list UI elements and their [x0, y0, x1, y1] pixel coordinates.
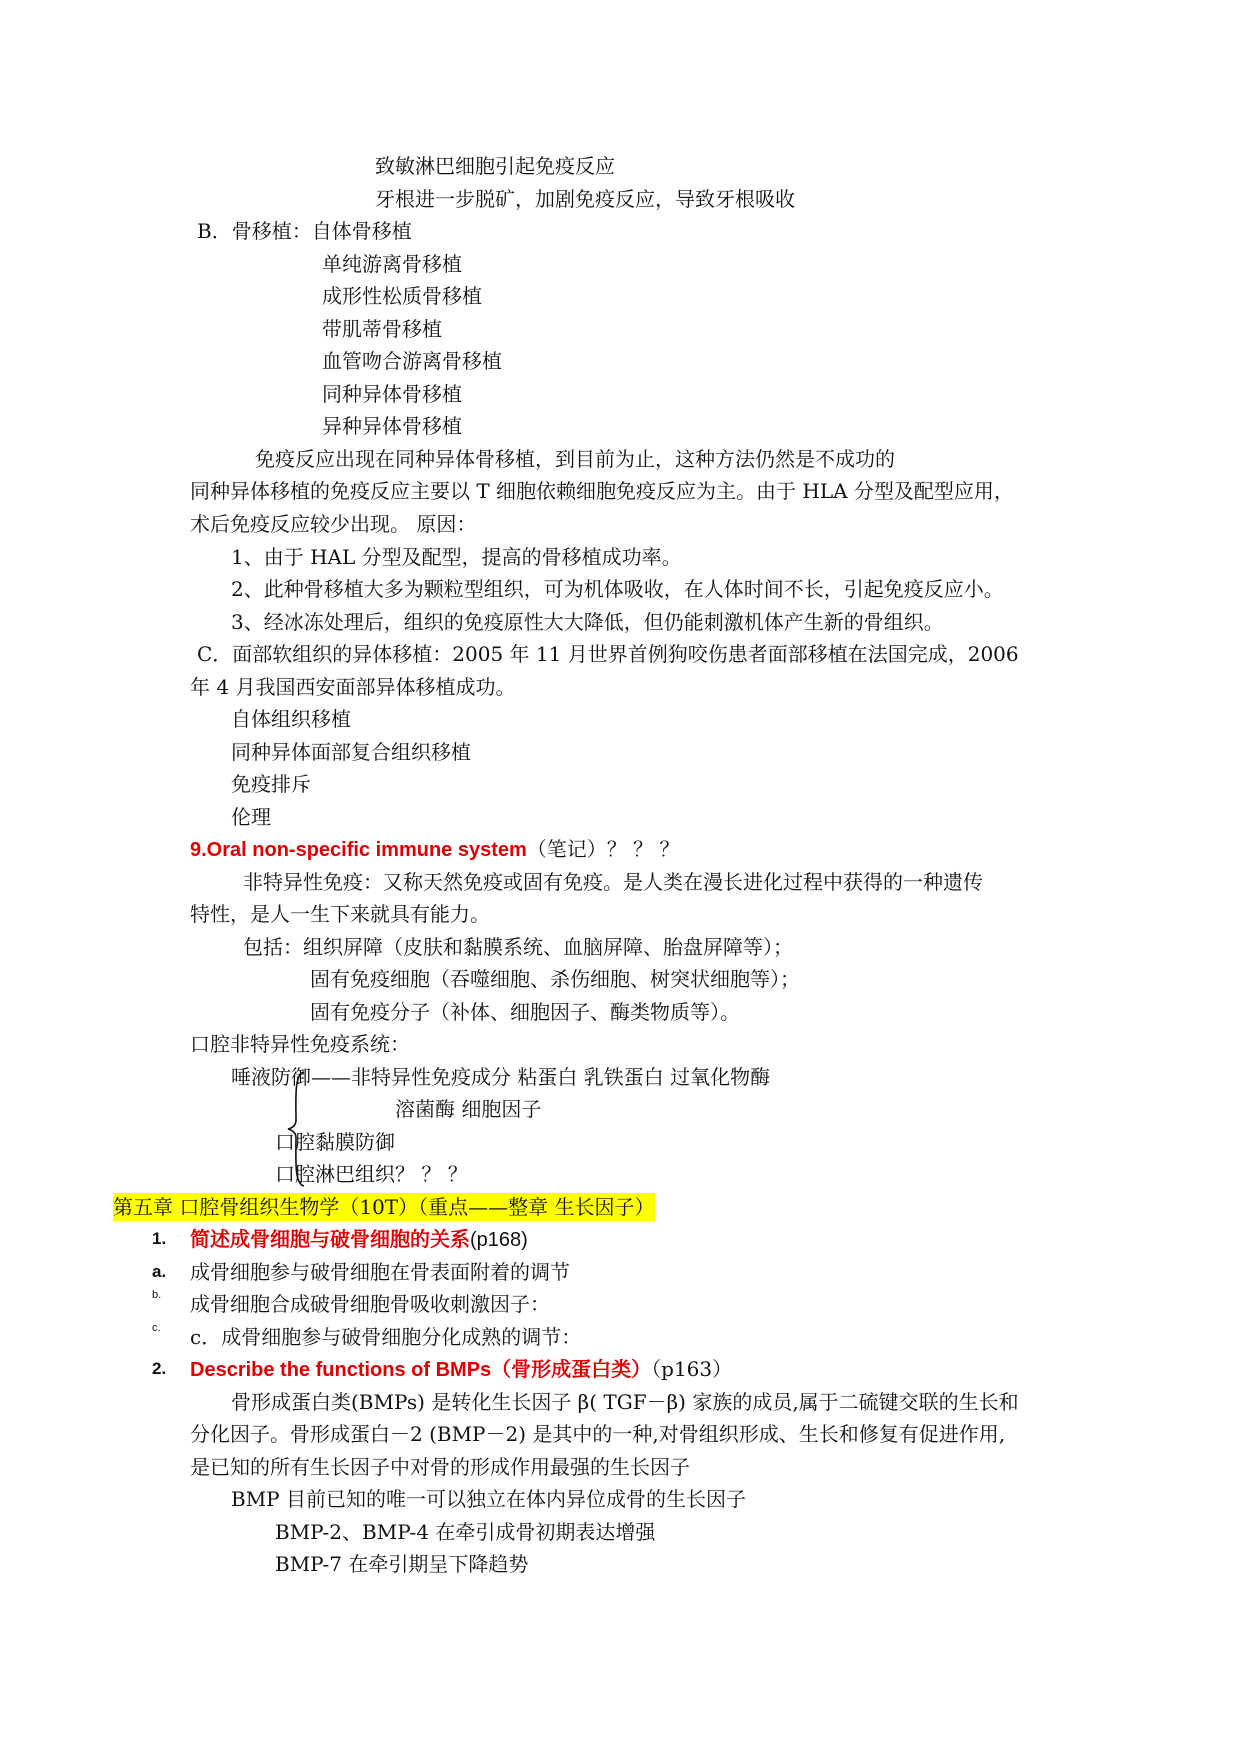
question-title: Describe the functions of BMPs（骨形成蛋白类） [190, 1359, 652, 1381]
page-ref: (p168) [470, 1229, 528, 1251]
paragraph-line: BMP 目前已知的唯一可以独立在体内异位成骨的生长因子 [231, 1487, 746, 1511]
paragraph-line: 分化因子。骨形成蛋白－2 (BMP－2) 是其中的一种,对骨组织形成、生长和修复有促进作用, [190, 1422, 1006, 1446]
text-line: 牙根进一步脱矿，加剧免疫反应，导致牙根吸收 [375, 187, 795, 211]
list-item: 同种异体骨移植 [322, 382, 462, 406]
question-heading-2 [190, 1355, 732, 1384]
list-item: 成骨细胞参与破骨细胞在骨表面附着的调节 [190, 1260, 570, 1284]
list-item: 血管吻合游离骨移植 [322, 349, 502, 373]
list-item: 成骨细胞合成破骨细胞骨吸收刺激因子： [190, 1292, 550, 1316]
section-heading-c: C．面部软组织的异体移植：2005 年 11 月世界首例狗咬伤患者面部移植在法国完成，2006 [197, 642, 1019, 666]
list-item: 口腔黏膜防御 [275, 1130, 395, 1154]
list-item: 单纯游离骨移植 [322, 252, 462, 276]
list-item: 带肌蒂骨移植 [322, 317, 442, 341]
paragraph-line: 是已知的所有生长因子中对骨的形成作用最强的生长因子 [190, 1455, 690, 1479]
list-marker: c. [152, 1322, 161, 1334]
list-item: 溶菌酶 细胞因子 [395, 1097, 542, 1121]
list-item: 固有免疫分子（补体、细胞因子、酶类物质等）。 [310, 1000, 740, 1024]
reason-item: 3、经冰冻处理后，组织的免疫原性大大降低，但仍能刺激机体产生新的骨组织。 [231, 610, 944, 634]
list-item: 唾液防御——非特异性免疫成分 粘蛋白 乳铁蛋白 过氧化物酶 [231, 1065, 771, 1089]
list-item: 自体组织移植 [231, 707, 351, 731]
section-heading-b: B．骨移植：自体骨移植 [197, 219, 412, 243]
list-item: 同种异体面部复合组织移植 [231, 740, 471, 764]
paragraph-line: 骨形成蛋白类(BMPs) 是转化生长因子 β( TGF－β) 家族的成员,属于二硫键交联的生长和 [231, 1390, 1019, 1414]
list-item: 固有免疫细胞（吞噬细胞、杀伤细胞、树突状细胞等）； [310, 967, 800, 991]
paragraph-line: 特性，是人一生下来就具有能力。 [190, 902, 490, 926]
list-item: BMP-7 在牵引期呈下降趋势 [275, 1552, 529, 1576]
list-marker: b. [152, 1289, 162, 1301]
list-item: 成形性松质骨移植 [322, 284, 482, 308]
text-line: 致敏淋巴细胞引起免疫反应 [375, 154, 615, 178]
page-ref: （p163） [651, 1357, 733, 1381]
chapter-heading: 第五章 口腔骨组织生物学（10T）（重点——整章 生长因子） [113, 1195, 655, 1219]
paragraph-line: 术后免疫反应较少出现。 原因： [190, 512, 477, 536]
list-item: BMP-2、BMP-4 在牵引成骨初期表达增强 [275, 1520, 656, 1544]
list-marker: 2. [152, 1359, 167, 1378]
list-item: 免疫排斥 [231, 772, 311, 796]
list-item: 包括：组织屏障（皮肤和黏膜系统、血脑屏障、胎盘屏障等）； [243, 935, 793, 959]
list-item: 异种异体骨移植 [322, 414, 462, 438]
reason-item: 2、此种骨移植大多为颗粒型组织，可为机体吸收，在人体时间不长，引起免疫反应小。 [231, 577, 1004, 601]
reason-item: 1、由于 HAL 分型及配型，提高的骨移植成功率。 [231, 545, 682, 569]
paragraph-line: 口腔非特异性免疫系统： [190, 1032, 410, 1056]
question-title: 9.Oral non-specific immune system [190, 839, 527, 861]
question-note: （笔记）？ ？ ？ [526, 837, 680, 861]
paragraph-line: 同种异体移植的免疫反应主要以 T 细胞依赖细胞免疫反应为主。由于 HLA 分型及配型应用， [190, 479, 1014, 503]
question-title: 简述成骨细胞与破骨细胞的关系 [190, 1229, 470, 1251]
paragraph-line: 年 4 月我国西安面部异体移植成功。 [190, 675, 516, 699]
curly-brace-icon [286, 1070, 308, 1188]
list-item: 口腔淋巴组织？ ？ ？ [275, 1162, 468, 1186]
paragraph-line: 非特异性免疫：又称天然免疫或固有免疫。是人类在漫长进化过程中获得的一种遗传 [243, 870, 983, 894]
list-marker: a. [152, 1262, 167, 1281]
question-heading-1 [190, 1225, 528, 1254]
list-item: c．成骨细胞参与破骨细胞分化成熟的调节： [190, 1325, 582, 1349]
paragraph-line: 免疫反应出现在同种异体骨移植，到目前为止，这种方法仍然是不成功的 [255, 447, 895, 471]
list-marker: 1. [152, 1229, 167, 1248]
question-heading-9 [190, 835, 680, 864]
list-item: 伦理 [231, 805, 271, 829]
